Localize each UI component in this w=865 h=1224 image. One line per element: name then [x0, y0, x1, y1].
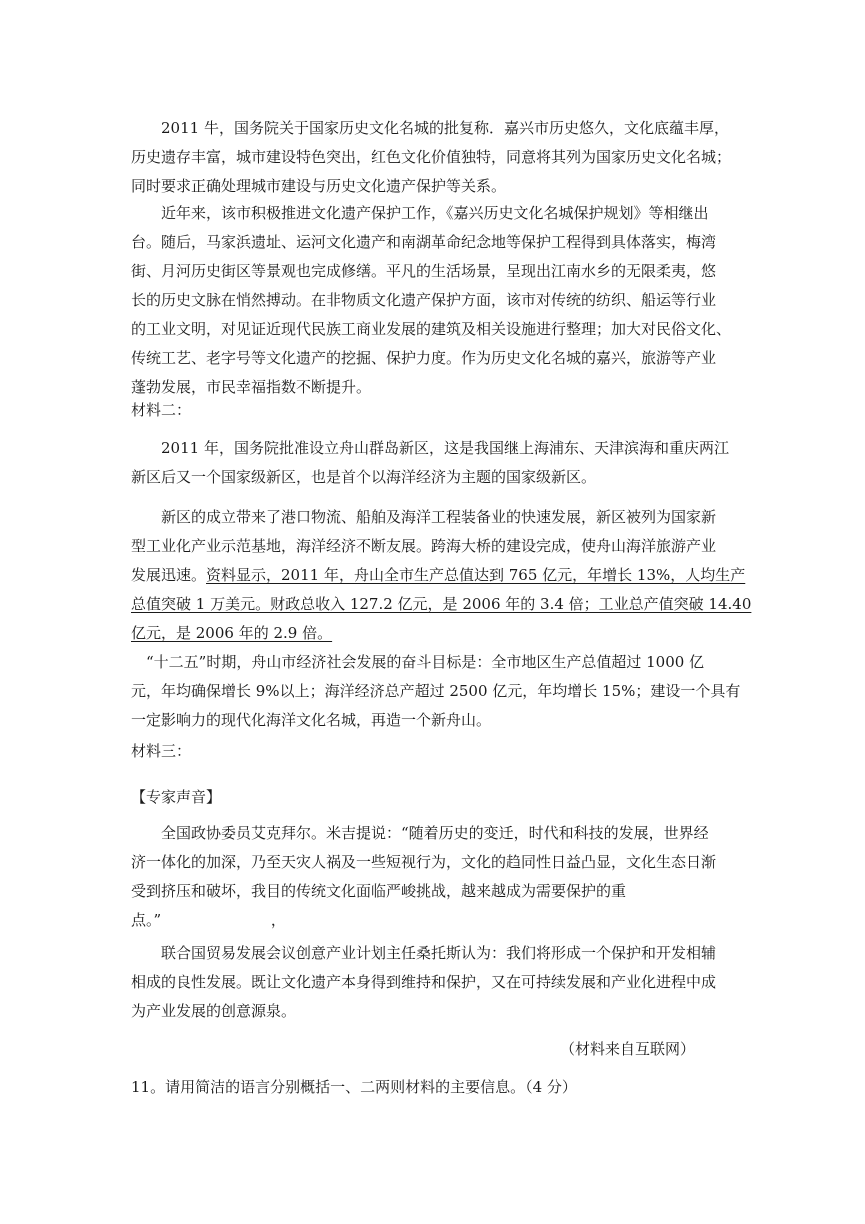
- text-line: 街、月河历史街区等景观也完成修缮。平凡的生活场景，呈现出江南水乡的无限柔夷，悠: [131, 262, 717, 280]
- text-line: 济一体化的加深，乃至天灾人祸及一些短视行为，文化的趋同性日益凸显，文化生态日渐: [131, 853, 717, 871]
- expert-voice-heading: 【专家声音】: [131, 788, 222, 806]
- text-line: 长的历史文脉在悄然搏动。在非物质文化遗产保护方面，该市对传统的纺织、船运等行业: [131, 291, 717, 309]
- text-line: 同时要求正确处理城市建设与历史文化遗产保护等关系。: [131, 177, 507, 195]
- underlined-text-line: 总值突破 1 万美元。财政总收入 127.2 亿元，是 2006 年的 3.4 倍；工业总产值突破 14.40: [131, 595, 752, 613]
- paragraph-4: [131, 503, 752, 648]
- text-line: 型工业化产业示范基地，海洋经济不断友展。跨海大桥的建设完成，使舟山海洋旅游产业: [131, 537, 717, 555]
- paragraph-6: [131, 819, 736, 935]
- text-segment: 发展迅速。: [131, 566, 207, 584]
- text-line: “十二五”时期，舟山市经济社会发展的奋斗目标是：全市地区生产总值超过 1000 亿: [146, 653, 705, 671]
- question-11: 11。请用简洁的语言分别概括一、二两则材料的主要信息。（4 分）: [131, 1078, 577, 1096]
- text-line: 蓬勃发展，市民幸福指数不断提升。: [131, 378, 372, 396]
- text-line: [131, 561, 746, 590]
- paragraph-5: [131, 648, 741, 735]
- text-line: 2011 年，国务院批准设立舟山群岛新区，这是我国继上海浦东、天津滨海和重庆两江: [161, 439, 729, 457]
- paragraph-3: [131, 434, 736, 492]
- paragraph-7: [131, 939, 736, 1026]
- paragraph-2: [131, 199, 736, 402]
- text-line: 联合国贸易发展会议创意产业计划主任桑托斯认为：我们将形成一个保护和开发相辅: [161, 944, 717, 962]
- text-line: 点。” ，: [131, 911, 286, 929]
- text-line: 近年来，该市积极推进文化遗产保护工作，《嘉兴历史文化名城保护规划》等相继出: [161, 204, 709, 222]
- section-heading-material-3: 材料三：: [131, 742, 192, 760]
- text-line: 新区的成立带来了港口物流、船舶及海洋工程装备业的快速发展，新区被列为国家新: [161, 508, 717, 526]
- text-line: 相成的良性发展。既让文化遗产本身得到维持和保护，又在可持续发展和产业化进程中成: [131, 973, 717, 991]
- text-line: 传统工艺、老字号等文化遗产的挖掘、保护力度。作为历史文化名城的嘉兴，旅游等产业: [131, 349, 717, 367]
- section-heading-material-2: 材料二：: [131, 401, 192, 419]
- text-line: 历史遗存丰富，城市建设特色突出，红色文化价值独特，同意将其列为国家历史文化名城；: [131, 148, 732, 166]
- text-line: 新区后又一个国家级新区，也是首个以海洋经济为主题的国家级新区。: [131, 468, 597, 486]
- underlined-text: 资料显示，2011 年，舟山全市生产总值达到 765 亿元，年增长 13%，人均生产: [206, 566, 746, 584]
- text-line: 为产业发展的创意源泉。: [131, 1002, 297, 1020]
- source-note: （材料来自互联网）: [560, 1040, 696, 1058]
- text-line: 全国政协委员艾克拜尔。米吉提说：“随着历史的变迁，时代和科技的发展，世界经: [161, 824, 709, 842]
- underlined-text-line: 亿元，是 2006 年的 2.9 倍。: [131, 624, 333, 642]
- text-line: 的工业文明，对见证近现代民族工商业发展的建筑及相关设施进行整理；加大对民俗文化、: [131, 320, 732, 338]
- text-line: 一定影响力的现代化海洋文化名城，再造一个新舟山。: [131, 711, 492, 729]
- paragraph-1: [131, 114, 736, 201]
- text-line: 元，年均确保增长 9%以上；海洋经济总产超过 2500 亿元，年均增长 15%；建设一个具有: [131, 682, 741, 700]
- text-line: 受到挤压和破坏，我目的传统文化面临严峻挑战，越来越成为需要保护的重: [131, 882, 627, 900]
- text-line: 2011 牛，国务院关于国家历史文化名城的批复称．嘉兴市历史悠久，文化底蕴丰厚，: [161, 119, 729, 137]
- text-line: 台。随后，马家浜遗址、运河文化遗产和南湖革命纪念地等保护工程得到具体落实，梅湾: [131, 233, 717, 251]
